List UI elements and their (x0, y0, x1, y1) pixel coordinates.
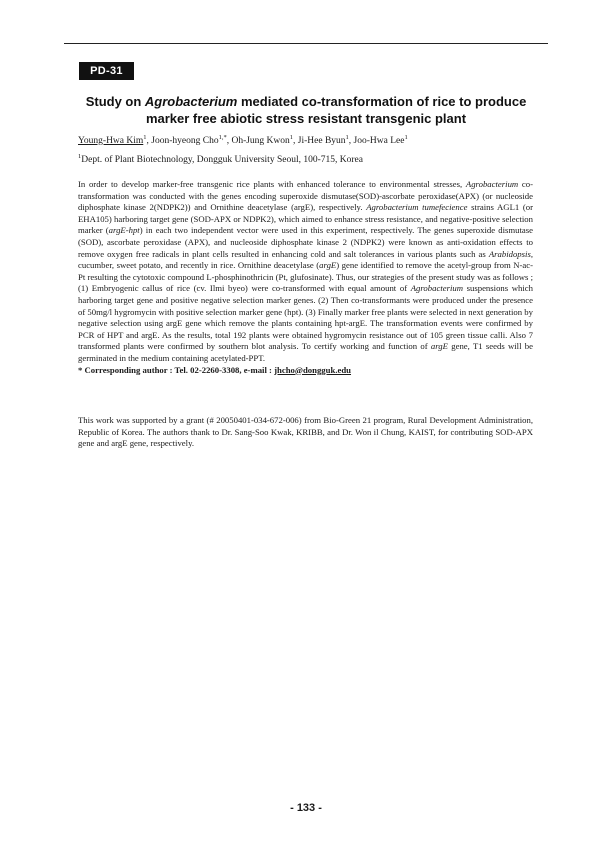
author-name: Joon-hyeong Cho (151, 136, 219, 146)
author-affiliation-mark: 1 (404, 134, 408, 141)
abstract-text: suspensions which harboring target gene and positive negative selection marker genes. (2) Then co-transformants were produced under the presence of 50mg/l hygromycin with positive selection marker gene (hpt). (3) Finally marker free plants were selected in next generation by negative selection using argE gene which remove the plants containing hpt-argE. The transformation events were confirmed by PCR of HPT and argE. As the results, total 192 plants were obtained hygromycin resistance out of 105 green tissue calli. Also 7 transformed plants were confirmed by southern blot analysis. To certify working and function of (78, 283, 534, 352)
abstract-italic-term: argE-hpt (108, 225, 140, 236)
abstract-body (78, 179, 533, 363)
abstract-text: ) gene identified to remove the acetyl-group from N-ac-Pt resulting the cytotoxic compound L-phosphinothricin (Pt, glufosinate). Thus, our strategies of the present study was as follows ; (1) Embryogenic callus of rice (cv. Ilmi byeo) were co-transformed with equal amount of (78, 260, 534, 294)
page-number: - 133 - (290, 802, 322, 814)
abstract-italic-term: Agrobacterium tumefecience (366, 202, 468, 213)
affiliation-text: Dept. of Plant Biotechnology, Dongguk University Seoul, 100-715, Korea (81, 155, 363, 165)
poster-id-badge: PD-31 (79, 62, 134, 80)
abstract-text: gene, T1 seeds will be germinated in the medium containing acetylated-PPT. (78, 341, 533, 363)
abstract-italic-term: argE (430, 341, 448, 352)
author-affiliation-mark: 1 (345, 134, 349, 141)
acknowledgement: This work was supported by a grant (# 20050401-034-672-006) from Bio-Green 21 program, Rural Development Administration, Republic of Korea. The authors thank to Dr. Sang-Soo Kwak, KRIBB, and Dr. Won il Chung, KAIST, for contributing SOD-APX gene and argE gene, respectively. (78, 415, 533, 449)
title-part2: mediated co-transformation of rice to produce marker free abiotic stress resistant transgenic plant (145, 94, 527, 126)
abstract-text: In order to develop marker-free transgenic rice plants with enhanced tolerance to environmental stresses, (78, 179, 466, 189)
abstract-italic-term: Agrobacterium (465, 179, 519, 189)
author-affiliation-mark: 1,* (218, 134, 227, 141)
abstract-text: co-transformation was conducted with the genes encoding superoxide dismutase(SOD)-ascorbate peroxidase(APX) (or nucleoside diphosphate kinase 2(NDPK2)) and Ornithine deacetylase (argE), respectively. (78, 179, 533, 213)
author-name: Oh-Jung Kwon (231, 136, 290, 146)
abstract-italic-term: argE (319, 260, 337, 271)
header-rule (64, 43, 548, 44)
author-affiliation-mark: 1 (143, 134, 147, 141)
affiliation (78, 154, 548, 167)
corresponding-author (78, 365, 533, 377)
author-affiliation-mark: 1 (289, 134, 294, 141)
paper-title (78, 93, 534, 127)
title-part1: Study on (85, 94, 145, 109)
corresponding-label: * Corresponding author : Tel. 02-2260-3308, e-mail : (78, 364, 275, 375)
abstract-italic-term: Arabidopsis (488, 248, 531, 259)
abstract-text: ) in each two independent vector were used in this experiment, respectively. The genes superoxide dismutase (SOD), ascorbate peroxidase (APX), and nucleoside diphosphate kinase 2 (NDPK2) were known as anti-oxidation effects to remove oxygen free radicals in plant cells resulted in enhancing cold and salt tolerances in various plants such as (78, 225, 533, 259)
title-italic-organism: Agrobacterium (144, 94, 238, 109)
author-list: Young-Hwa Kim$^1$, Joon-hyeong Cho$^{1,*}$, Oh-Jung Kwon$^1$, Ji-Hee Byun$^1$, Joo-Hwa Lee$^1$ (78, 134, 408, 146)
abstract-text: strains AGL1 (or EHA105) harboring target gene (SOD-APX or NDPK2), which aimed to enhance stress resistance, and negative-positive selection marker ( (78, 202, 534, 236)
affiliation-mark: 1 (78, 153, 82, 160)
author-name: Joo-Hwa Lee (353, 136, 405, 146)
abstract (78, 179, 533, 376)
corresponding-email-link[interactable]: jhcho@dongguk.edu (274, 364, 352, 375)
author-name: Ji-Hee Byun (297, 136, 346, 146)
abstract-italic-term: Agrobacterium (410, 283, 463, 294)
abstract-text: , cucumber, sweet potato, and recently in rice. Ornithine deacetylase ( (78, 248, 533, 271)
author-name: Young-Hwa Kim (78, 136, 144, 146)
